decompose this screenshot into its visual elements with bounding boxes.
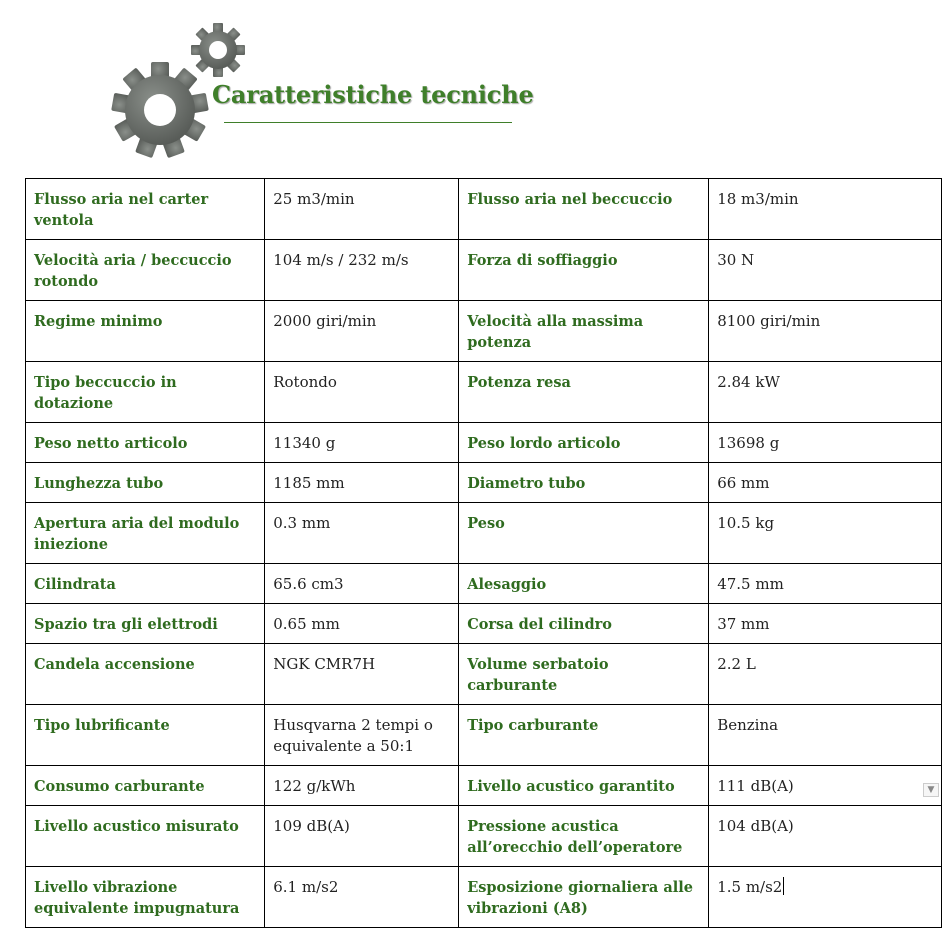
spec-label-text: Tipo lubrificante [34,717,170,734]
spec-value [265,705,459,766]
spec-label-text: Cilindrata [34,576,116,593]
spec-label-text: Corsa del cilindro [467,616,612,633]
spec-value-text: 65.6 cm3 [273,575,344,593]
spec-value-text: 25 m3/min [273,190,355,208]
spec-value-text: 2000 giri/min [273,312,377,330]
spec-value-text: 6.1 m/s2 [273,878,339,896]
table-row [26,604,942,644]
spec-value [265,362,459,423]
spec-value [265,806,459,867]
spec-label [26,179,265,240]
table-row [26,766,942,806]
spec-value-text: 18 m3/min [717,190,799,208]
spec-label [26,564,265,604]
spec-value-text: 1185 mm [273,474,345,492]
spec-value [265,240,459,301]
table-row [26,179,942,240]
spec-label [459,423,709,463]
specs-table [25,178,942,928]
table-row [26,564,942,604]
spec-label-text: Livello vibrazione equivalente impugnatura [34,879,240,917]
spec-label-text: Spazio tra gli elettrodi [34,616,218,633]
spec-value-text: Rotondo [273,373,337,391]
spec-value [709,705,942,766]
spec-label [459,503,709,564]
spec-value-text: 1.5 m/s2 [717,878,783,896]
spec-value-text: 109 dB(A) [273,817,350,835]
spec-label-text: Forza di soffiaggio [467,252,618,269]
spec-value [709,362,942,423]
table-row [26,423,942,463]
spec-label [26,301,265,362]
spec-label-text: Volume serbatoio carburante [467,656,609,694]
table-row [26,362,942,423]
spec-label [26,463,265,503]
spec-label-text: Peso [467,515,505,532]
spec-value [709,806,942,867]
spec-label-text: Pressione acustica all’orecchio dell’operatore [467,818,683,856]
spec-label [459,766,709,806]
spec-label [459,806,709,867]
spec-value [709,463,942,503]
spec-label [26,705,265,766]
spec-value-text: 2.2 L [717,655,756,673]
spec-label-text: Esposizione giornaliera alle vibrazioni (A8) [467,879,693,917]
spec-label [459,301,709,362]
spec-label [459,705,709,766]
spec-label [26,766,265,806]
title-underline [224,122,512,123]
spec-label-text: Apertura aria del modulo iniezione [34,515,240,553]
table-row [26,301,942,362]
spec-value-text: 0.65 mm [273,615,340,633]
spec-value [709,644,942,705]
spec-label [459,644,709,705]
spec-value [709,423,942,463]
table-row [26,463,942,503]
spec-value [265,564,459,604]
spec-value [709,301,942,362]
spec-value-text: 30 N [717,251,755,269]
text-cursor [783,877,784,895]
spec-label [26,503,265,564]
spec-label [26,806,265,867]
spec-label [459,867,709,928]
spec-value-text: 10.5 kg [717,514,775,532]
spec-value-text: 104 m/s / 232 m/s [273,251,409,269]
spec-value-text: 104 dB(A) [717,817,794,835]
spec-label-text: Potenza resa [467,374,571,391]
spec-label-text: Diametro tubo [467,475,586,492]
spec-value-text: 37 mm [717,615,770,633]
table-dropdown-icon[interactable]: ▼ [923,783,939,797]
spec-value-text: 66 mm [717,474,770,492]
small-gear-icon [191,23,245,77]
spec-value [265,503,459,564]
spec-label [459,604,709,644]
spec-label-text: Flusso aria nel carter ventola [34,191,209,229]
spec-value [709,766,942,806]
spec-label [459,179,709,240]
spec-label-text: Peso lordo articolo [467,435,621,452]
spec-value [265,867,459,928]
spec-value [265,463,459,503]
spec-value-text: 2.84 kW [717,373,780,391]
spec-value-text: Husqvarna 2 tempi o equivalente a 50:1 [273,716,433,755]
large-gear-icon [111,62,209,158]
spec-label [459,463,709,503]
spec-value [265,301,459,362]
spec-value-text: Benzina [717,716,779,734]
table-row [26,503,942,564]
spec-value [709,604,942,644]
table-row [26,867,942,928]
spec-value [265,423,459,463]
spec-value-text: 13698 g [717,434,780,452]
spec-label [26,604,265,644]
spec-value [709,240,942,301]
spec-value-text: NGK CMR7H [273,655,376,673]
spec-label [26,423,265,463]
spec-value-text: 11340 g [273,434,336,452]
spec-label [459,564,709,604]
table-row [26,806,942,867]
spec-value-text: 111 dB(A) [717,777,794,795]
spec-label-text: Velocità alla massima potenza [467,313,644,351]
spec-label-text: Velocità aria / beccuccio rotondo [34,252,232,290]
spec-label-text: Consumo carburante [34,778,205,795]
spec-label-text: Regime minimo [34,313,163,330]
spec-label-text: Flusso aria nel beccuccio [467,191,673,208]
table-row [26,240,942,301]
spec-value [709,867,942,928]
spec-label [26,644,265,705]
spec-label-text: Tipo carburante [467,717,599,734]
spec-value [709,564,942,604]
spec-label [459,240,709,301]
spec-label [26,240,265,301]
document-header [108,18,538,163]
spec-label-text: Livello acustico garantito [467,778,675,795]
table-row [26,644,942,705]
spec-label [459,362,709,423]
spec-value [265,604,459,644]
spec-label-text: Peso netto articolo [34,435,188,452]
spec-value [709,179,942,240]
spec-value-text: 8100 giri/min [717,312,821,330]
spec-label-text: Lunghezza tubo [34,475,164,492]
spec-value [265,644,459,705]
table-row [26,705,942,766]
spec-label-text: Livello acustico misurato [34,818,239,835]
spec-value-text: 0.3 mm [273,514,331,532]
spec-label-text: Alesaggio [467,576,547,593]
spec-label [26,867,265,928]
spec-value [709,503,942,564]
page-title: Caratteristiche tecniche [212,80,534,109]
spec-label-text: Candela accensione [34,656,195,673]
spec-value-text: 47.5 mm [717,575,784,593]
spec-label [26,362,265,423]
spec-value [265,179,459,240]
spec-value-text: 122 g/kWh [273,777,356,795]
spec-label-text: Tipo beccuccio in dotazione [34,374,177,412]
spec-value [265,766,459,806]
